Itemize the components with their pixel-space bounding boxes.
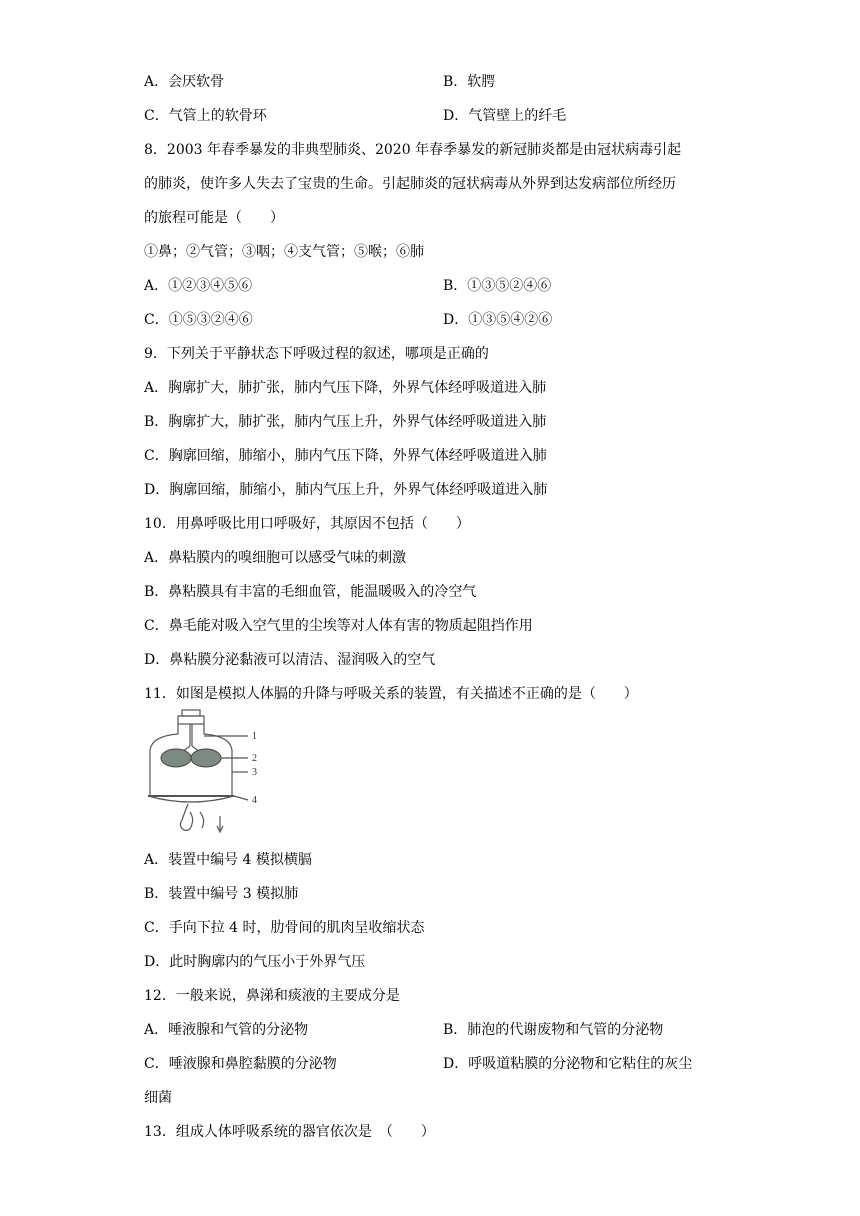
bottle-cap: [182, 710, 200, 716]
q11-option-d: D．此时胸廓内的气压小于外界气压: [144, 954, 366, 970]
q13-stem: 13．组成人体呼吸系统的器官依次是 （ ）: [144, 1124, 435, 1140]
q8-stem-line2: 的肺炎，使许多人失去了宝贵的生命。引起肺炎的冠状病毒从外界到达发病部位所经历: [144, 176, 676, 192]
q8-stem-line3: 的旅程可能是（ ）: [144, 210, 284, 226]
q9-option-d: D．胸廓回缩，肺缩小，肺内气压上升，外界气体经呼吸道进入肺: [144, 482, 548, 498]
q10-option-a: A．鼻粘膜内的嗅细胞可以感受气味的刺激: [144, 550, 407, 566]
q9-option-c: C．胸廓回缩，肺缩小，肺内气压下降，外界气体经呼吸道进入肺: [144, 448, 547, 464]
diagram-label-4: 4: [252, 795, 257, 806]
diaphragm-model-diagram: [144, 708, 272, 838]
hand: [180, 804, 192, 830]
q8-stem-line1: 8．2003 年春季暴发的非典型肺炎、2020 年春季暴发的新冠肺炎都是由冠状病毒引起: [144, 142, 682, 158]
q12-option-d-wrap: 细菌: [144, 1090, 172, 1106]
q7-option-a: A．会厌软骨: [144, 74, 225, 90]
bottle-stopper: [178, 716, 204, 724]
q7-option-c: C．气管上的软骨环: [144, 108, 267, 124]
q9-stem: 9．下列关于平静状态下呼吸过程的叙述，哪项是正确的: [144, 346, 489, 362]
diagram-label-3: 3: [252, 767, 257, 778]
q11-option-c: C．手向下拉 4 时，肋骨间的肌肉呈收缩状态: [144, 920, 425, 936]
q9-option-b: B．胸廓扩大，肺扩张，肺内气压上升，外界气体经呼吸道进入肺: [144, 414, 547, 430]
q8-items: ①鼻；②气管；③咽；④支气管；⑤喉；⑥肺: [144, 244, 424, 260]
q11-stem: 11．如图是模拟人体膈的升降与呼吸关系的装置，有关描述不正确的是（ ）: [144, 686, 638, 702]
q11-option-a: A．装置中编号 4 模拟横膈: [144, 852, 312, 868]
q12-option-c: C．唾液腺和鼻腔黏膜的分泌物: [144, 1056, 337, 1072]
q12-option-d: D．呼吸道粘膜的分泌物和它粘住的灰尘: [443, 1056, 693, 1072]
q10-stem: 10．用鼻呼吸比用口呼吸好，其原因不包括（ ）: [144, 516, 470, 532]
q12-option-b: B．肺泡的代谢废物和气管的分泌物: [443, 1022, 664, 1038]
q10-option-b: B．鼻粘膜具有丰富的毛细血管，能温暖吸入的冷空气: [144, 584, 477, 600]
q12-option-a: A．唾液腺和气管的分泌物: [144, 1022, 309, 1038]
q7-option-b: B．软腭: [443, 74, 496, 90]
q8-option-b: B．①③⑤②④⑥: [443, 278, 552, 294]
q7-option-d: D．气管壁上的纤毛: [443, 108, 567, 124]
q8-option-c: C．①⑤③②④⑥: [144, 312, 253, 328]
diagram-label-2: 2: [252, 753, 257, 764]
q11-option-b: B．装置中编号 3 模拟肺: [144, 886, 299, 902]
left-balloon: [161, 749, 191, 767]
diagram-label-1: 1: [252, 731, 257, 742]
right-balloon: [191, 749, 221, 767]
q8-option-a: A．①②③④⑤⑥: [144, 278, 253, 294]
q9-option-a: A．胸廓扩大，肺扩张，肺内气压下降，外界气体经呼吸道进入肺: [144, 380, 547, 396]
q10-option-d: D．鼻粘膜分泌黏液可以清洁、湿润吸入的空气: [144, 652, 436, 668]
q8-option-d: D．①③⑤④②⑥: [443, 312, 553, 328]
q10-option-c: C．鼻毛能对吸入空气里的尘埃等对人体有害的物质起阻挡作用: [144, 618, 533, 634]
q12-stem: 12．一般来说，鼻涕和痰液的主要成分是: [144, 988, 400, 1004]
